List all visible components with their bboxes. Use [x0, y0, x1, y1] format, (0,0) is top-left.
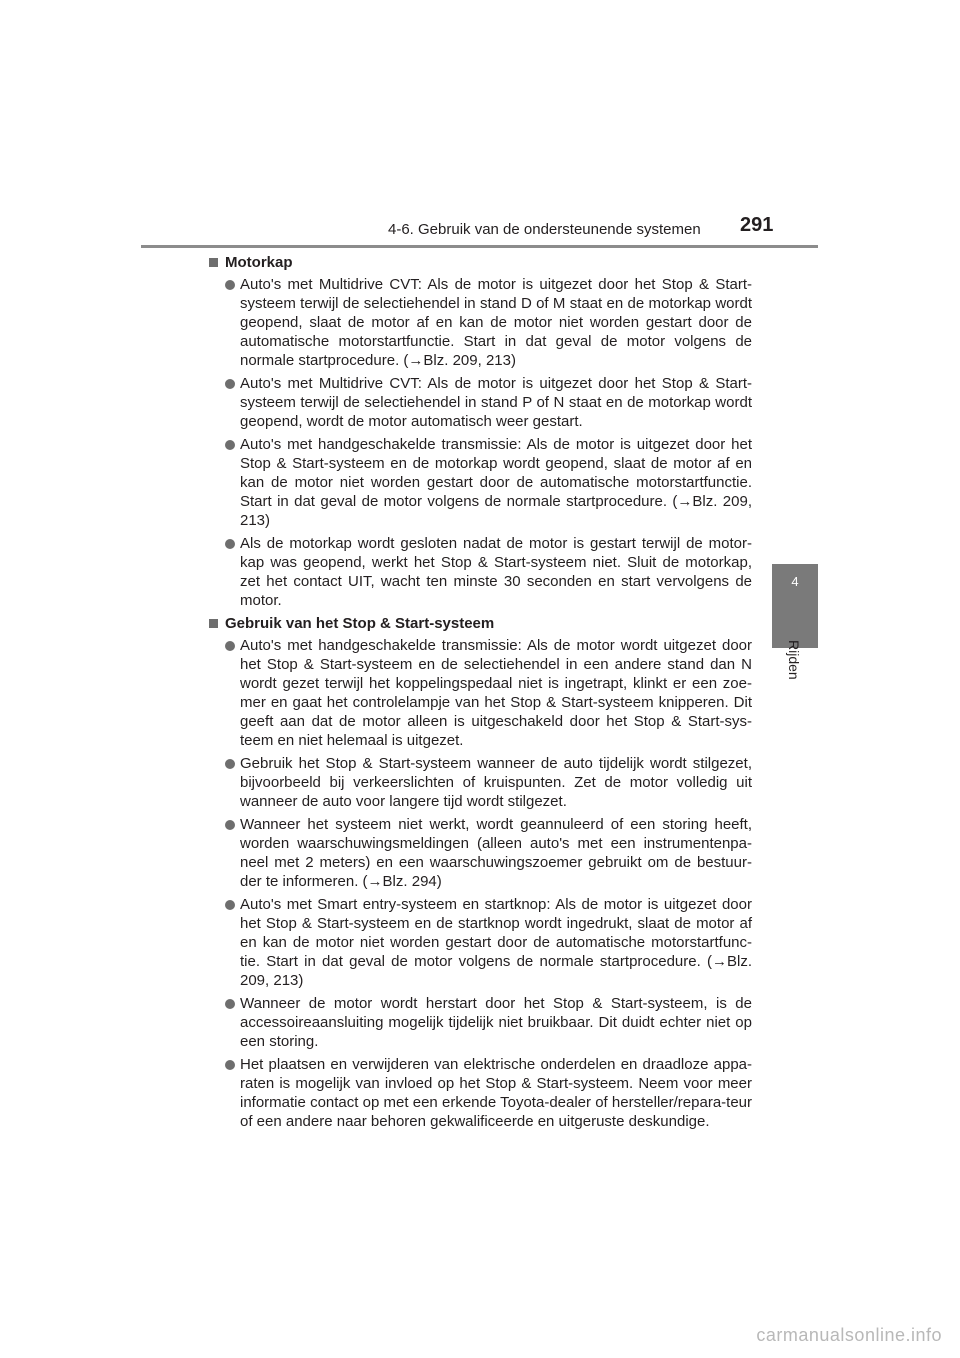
section-stop-start-usage — [209, 614, 752, 1131]
list-item-text: Auto's met Multidrive CVT: Als de motor is uitgezet door het Stop & Start-systeem terwijl de selectiehendel in stand P of N staat en de motorkap wordt geopend, wordt de motor automatisch weer gestart. — [240, 375, 752, 430]
header-divider — [141, 245, 818, 248]
circle-bullet-icon — [225, 759, 235, 769]
section-title: Gebruik van het Stop & Start-systeem — [225, 615, 495, 632]
circle-bullet-icon — [225, 379, 235, 389]
list-item — [209, 435, 752, 530]
circle-bullet-icon — [225, 820, 235, 830]
watermark: carmanualsonline.info — [756, 1325, 942, 1345]
page-number: 291 — [740, 214, 774, 236]
list-item — [209, 636, 752, 750]
list-item — [209, 815, 752, 891]
chapter-number: 4 — [791, 574, 799, 589]
list-item-text: Het plaatsen en verwijderen van elektrische onderdelen en draadloze appa-raten is mogelijk van invloed op het Stop & Start-systeem. Neem voor meer informatie contact op met een erkende Toyota-dealer of hersteller/repara-teur of een andere naar behoren gekwalificeerde en uitgeruste deskundige. — [240, 1056, 752, 1130]
list-item-text: Als de motorkap wordt gesloten nadat de motor is gestart terwijl de motor-kap was geopend, werkt het Stop & Start-systeem niet. Sluit de motorkap, zet het contact UIT, wacht ten minste 30 seconden en start vervolgens de motor. — [240, 535, 752, 609]
list-item-text: Auto's met Smart entry-systeem en startknop: Als de motor is uitgezet door het Stop & Start-systeem en de startknop wordt ingedrukt, slaat de motor af en kan de motor niet worden gestart door de automatische motorstartfunc-tie. Start in dat geval de motor volgens de normale startprocedure. (→Blz. 209, 213) — [240, 896, 752, 989]
list-item — [209, 374, 752, 431]
circle-bullet-icon — [225, 999, 235, 1009]
section-heading — [209, 614, 752, 633]
list-item — [209, 534, 752, 610]
page-content — [209, 253, 752, 1135]
list-item — [209, 1055, 752, 1131]
section-motorkap — [209, 253, 752, 610]
list-item-text: Wanneer de motor wordt herstart door het Stop & Start-systeem, is de accessoireaansluiting mogelijk tijdelijk niet bruikbaar. Dit duidt echter niet op een storing. — [240, 995, 752, 1050]
section-title: Motorkap — [225, 254, 293, 271]
chapter-label: Rijden — [786, 640, 802, 680]
square-bullet-icon — [209, 258, 218, 267]
running-header: 4-6. Gebruik van de ondersteunende systemen — [388, 221, 701, 238]
list-item-text: Gebruik het Stop & Start-systeem wanneer de auto tijdelijk wordt stilgezet, bijvoorbeeld bij verkeerslichten of kruispunten. Zet de motor volledig uit wanneer de auto voor langere tijd wordt stilgezet. — [240, 755, 752, 810]
list-item — [209, 754, 752, 811]
circle-bullet-icon — [225, 280, 235, 290]
circle-bullet-icon — [225, 440, 235, 450]
list-item-text: Auto's met handgeschakelde transmissie: Als de motor wordt uitgezet door het Stop & Start-systeem en de selectiehendel in een andere stand dan N wordt gezet terwijl het koppelingspedaal niet is ingetrapt, klinkt er een zoe-mer en gaat het controlelampje van het Stop & Start-systeem knipperen. Dit geeft aan dat de motor alleen is uitgeschakeld door het Stop & Start-sys-teem en niet helemaal is uitgezet. — [240, 637, 752, 749]
list-item-text: Auto's met handgeschakelde transmissie: Als de motor is uitgezet door het Stop & Start-systeem en de motorkap wordt geopend, slaat de motor af en kan de motor niet worden gestart door de automatische motorstartfunctie. Start in dat geval de motor volgens de normale startprocedure. (→Blz. 209, 213) — [240, 436, 752, 529]
circle-bullet-icon — [225, 900, 235, 910]
chapter-tab — [772, 564, 818, 648]
list-item — [209, 275, 752, 370]
section-heading — [209, 253, 752, 272]
circle-bullet-icon — [225, 641, 235, 651]
list-item — [209, 994, 752, 1051]
circle-bullet-icon — [225, 539, 235, 549]
circle-bullet-icon — [225, 1060, 235, 1070]
list-item-text: Auto's met Multidrive CVT: Als de motor is uitgezet door het Stop & Start-systeem terwijl de selectiehendel in stand D of M staat en de motorkap wordt geopend, slaat de motor af en kan de motor niet worden gestart door de automatische motorstartfunctie. Start in dat geval de motor volgens de normale startprocedure. (→Blz. 209, 213) — [240, 276, 752, 369]
list-item — [209, 895, 752, 990]
list-item-text: Wanneer het systeem niet werkt, wordt geannuleerd of een storing heeft, worden waarschuwingsmeldingen (alleen auto's met een instrumentenpa-neel met 2 meters) en een waarschuwingszoemer gebruikt om de bestuur-der te informeren. (→Blz. 294) — [240, 816, 752, 890]
square-bullet-icon — [209, 619, 218, 628]
